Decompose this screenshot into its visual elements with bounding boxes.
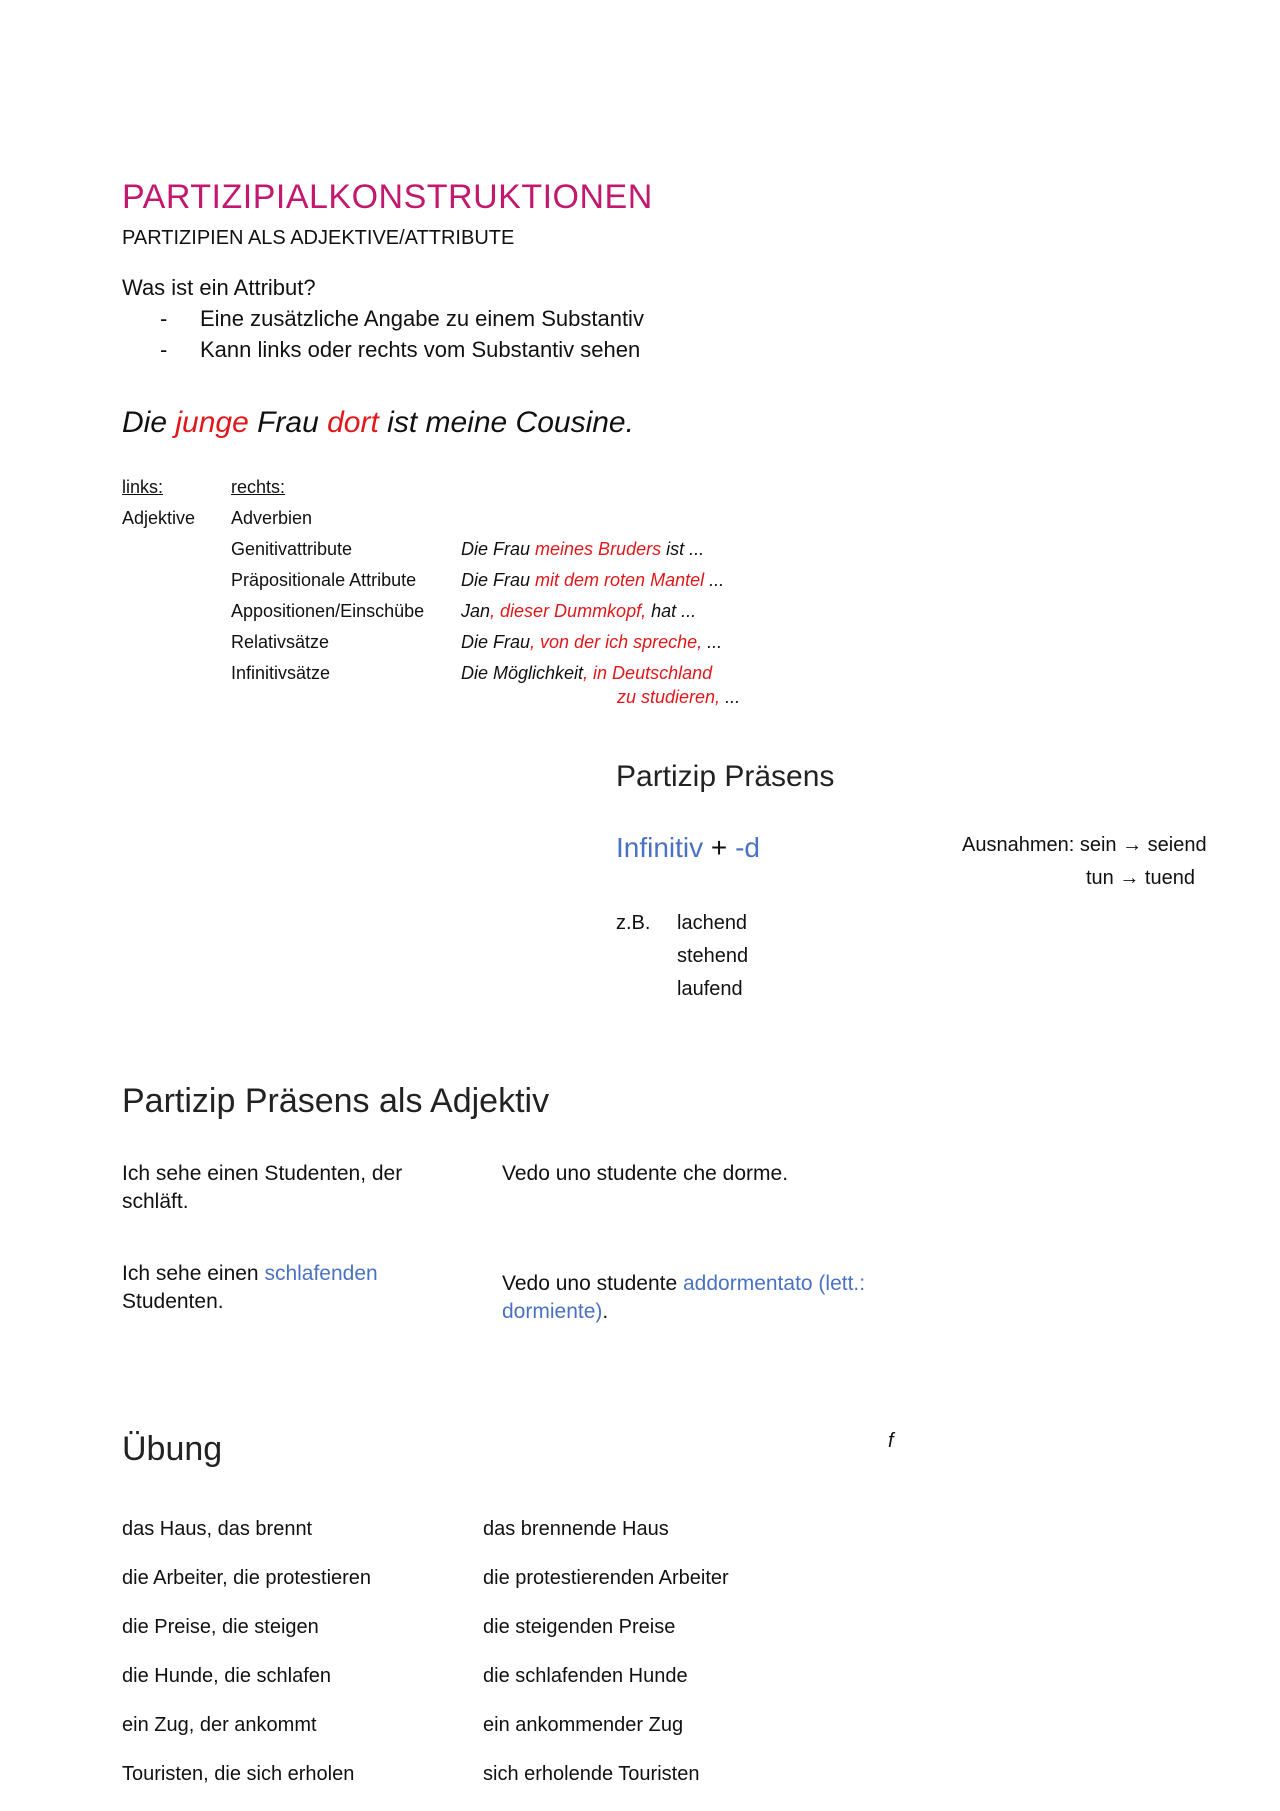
example-attribute: , in Deutschland (583, 663, 713, 683)
example-pre: Die Frau (461, 570, 536, 590)
attribute-type-label: Infinitivsätze (231, 663, 331, 683)
attribute-example (461, 539, 704, 560)
left-attribute: junge (175, 406, 249, 439)
attribute-example (461, 601, 696, 622)
attribute-example (461, 632, 722, 653)
participle-highlight: schlafenden (264, 1262, 378, 1285)
example-pre: Die Möglichkeit (461, 663, 584, 683)
example-part: Frau (248, 406, 328, 439)
bullet-text: Kann links oder rechts vom Substantiv sehen (200, 337, 641, 362)
example-attribute: zu studieren, (617, 687, 721, 707)
links-header: links: (122, 477, 164, 497)
bullet-item (160, 306, 644, 332)
partizip-praesens-heading: Partizip Präsens (616, 760, 835, 793)
stray-mark: f (888, 1430, 894, 1452)
rechts-header: rechts: (231, 477, 286, 497)
attribute-type-label: Präpositionale Attribute (231, 570, 417, 590)
participle-example: lachend (677, 912, 748, 934)
italian-sentence: Vedo uno studente che dorme. (502, 1162, 789, 1185)
example-part: ist meine Cousine. (378, 406, 634, 439)
formula-suffix: -d (735, 832, 760, 863)
question-heading: Was ist ein Attribut? (122, 275, 316, 300)
exercise-source: das Haus, das brennt (122, 1518, 313, 1540)
exceptions-line: tun → tuend (1086, 867, 1195, 889)
links-item: Adjektive (122, 508, 196, 528)
exercise-answer: die steigenden Preise (483, 1616, 676, 1638)
example-pre: Die Frau (461, 539, 536, 559)
attribute-type-label: Appositionen/Einschübe (231, 601, 425, 621)
participle-example: stehend (677, 945, 749, 967)
participle-example: laufend (677, 978, 743, 1000)
example-sentence (122, 406, 634, 440)
attribute-type-label: Relativsätze (231, 632, 330, 652)
bullet-item (160, 337, 640, 363)
attribute-example-continuation (617, 687, 740, 708)
example-attribute: meines Bruders (535, 539, 662, 559)
example-attribute: mit dem roten Mantel (535, 570, 705, 590)
sentence-part: Studenten. (122, 1290, 224, 1313)
german-sentence (122, 1260, 442, 1316)
italian-sentence (502, 1270, 882, 1326)
german-sentence: Ich sehe einen Studenten, der schläft. (122, 1162, 403, 1213)
als-adjektiv-heading: Partizip Präsens als Adjektiv (122, 1082, 550, 1120)
exercise-answer: ein ankommender Zug (483, 1714, 684, 1736)
exercise-answer: die schlafenden Hunde (483, 1665, 688, 1687)
formation-formula (616, 832, 760, 864)
exercise-answer: sich erholende Touristen (483, 1763, 700, 1785)
right-attribute: dort (327, 406, 379, 439)
exercise-source: die Preise, die steigen (122, 1616, 319, 1638)
example-post: hat ... (646, 601, 697, 621)
participle-highlight: addormentato (lett.: dormiente) (502, 1272, 866, 1323)
example-post: ... (720, 687, 741, 707)
bullet-text: Eine zusätzliche Angabe zu einem Substantiv (200, 306, 644, 331)
bullet-marker: - (160, 337, 168, 362)
exceptions-line: Ausnahmen: sein → seiend (962, 834, 1207, 856)
attribute-example (461, 570, 724, 591)
formula-plus: + (703, 832, 736, 863)
bullet-marker: - (160, 306, 168, 331)
example-attribute: , dieser Dummkopf, (490, 601, 647, 621)
attribute-type-label: Adverbien (231, 508, 313, 528)
page-subtitle: PARTIZIPIEN ALS ADJEKTIVE/ATTRIBUTE (122, 227, 515, 249)
exercise-source: die Arbeiter, die protestieren (122, 1567, 372, 1589)
sentence-part: Vedo uno studente (502, 1272, 683, 1295)
sentence-part: Ich sehe einen (122, 1262, 265, 1285)
exercise-answer: das brennende Haus (483, 1518, 669, 1540)
sentence-part: . (602, 1300, 609, 1323)
attribute-example (461, 663, 712, 684)
formula-infinitiv: Infinitiv (616, 832, 704, 863)
exercise-source: die Hunde, die schlafen (122, 1665, 332, 1687)
page-title: PARTIZIPIALKONSTRUKTIONEN (122, 178, 653, 216)
example-attribute: , von der ich spreche, (530, 632, 703, 652)
example-part: Die (122, 406, 176, 439)
exercise-source: ein Zug, der ankommt (122, 1714, 317, 1736)
example-post: ist ... (661, 539, 705, 559)
example-post: ... (704, 570, 725, 590)
uebung-heading: Übung (122, 1430, 223, 1468)
exercise-answer: die protestierenden Arbeiter (483, 1567, 729, 1589)
example-marker: z.B. (616, 912, 651, 934)
exercise-source: Touristen, die sich erholen (122, 1763, 355, 1785)
example-pre: Die Frau (461, 632, 531, 652)
example-post: ... (702, 632, 723, 652)
example-pre: Jan (461, 601, 491, 621)
attribute-type-label: Genitivattribute (231, 539, 353, 559)
